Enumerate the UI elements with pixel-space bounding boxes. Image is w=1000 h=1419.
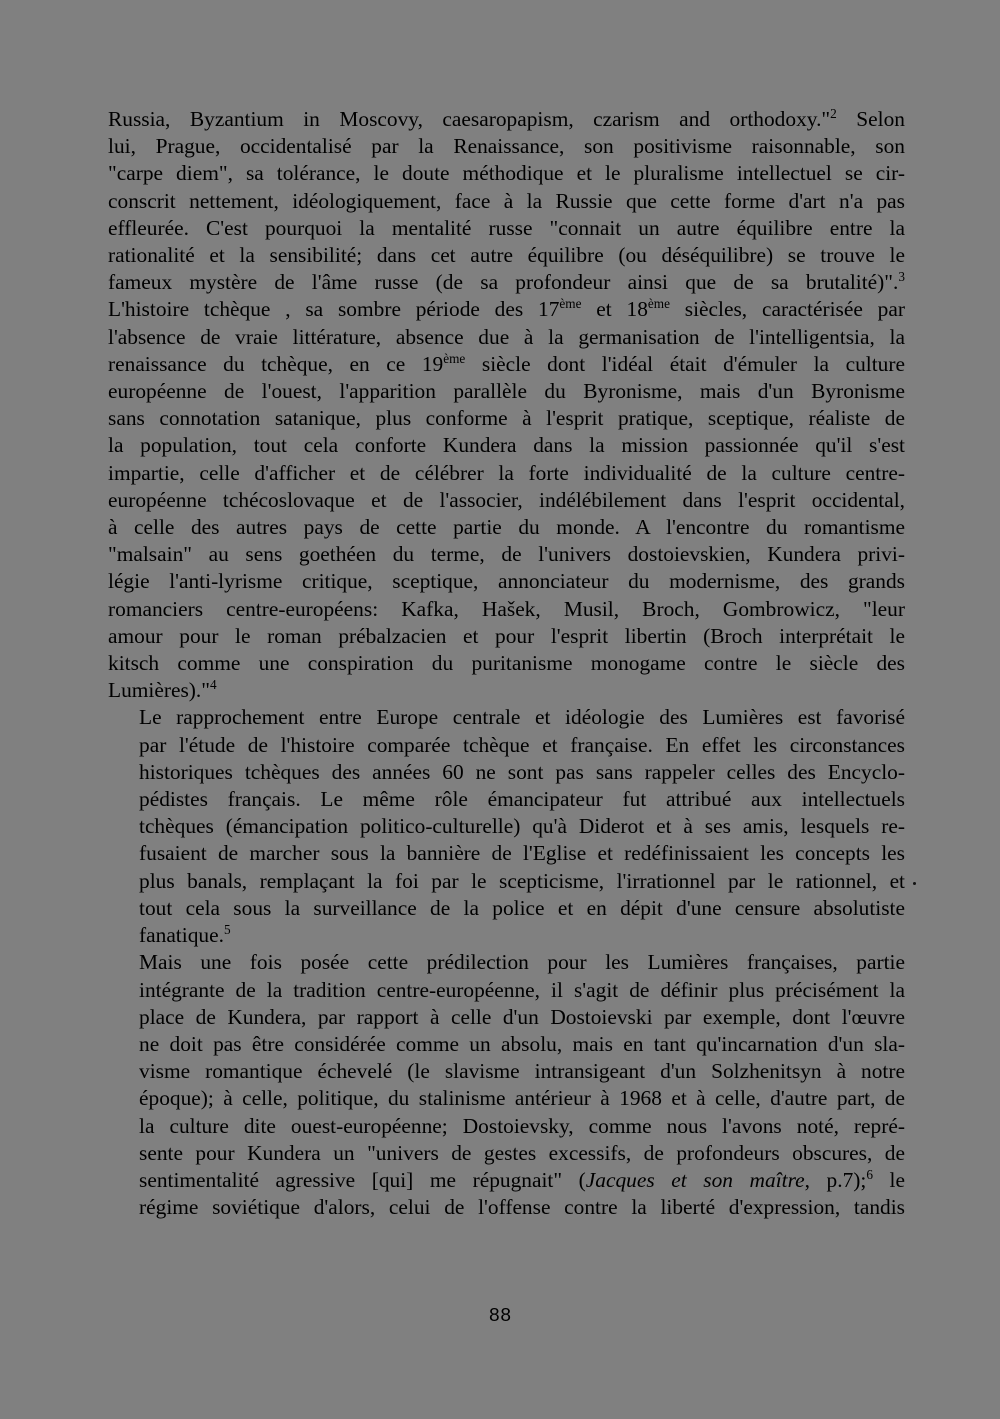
text-line — [108, 1085, 905, 1112]
text-run: légie l'anti-lyrisme critique, sceptique, annonciateur du modernisme, des grands — [108, 569, 905, 594]
text-line — [108, 269, 905, 296]
text-run: lui, Prague, occidentalisé par la Renaissance, son positivisme raisonnable, son — [108, 134, 905, 159]
footnote-marker: ème — [647, 296, 670, 312]
text-line — [108, 160, 905, 187]
text-run: européenne de l'ouest, l'apparition parallèle du Byronisme, mais d'un Byronisme — [108, 379, 905, 404]
text-run: l'absence de vraie littérature, absence due à la germanisation de l'intelligentsia, la — [108, 324, 905, 349]
text-line — [108, 732, 905, 759]
text-line — [108, 460, 905, 487]
footnote-marker: 2 — [830, 106, 837, 122]
text-run: renaissance du tchèque, en ce 19 — [108, 351, 444, 376]
text-run: la population, tout cela conforte Kundera dans la mission passionnée qu'il s'est — [108, 433, 905, 458]
text-run: siècles, caractérisée par — [669, 297, 905, 322]
text-line — [108, 1167, 905, 1194]
text-line — [108, 324, 905, 351]
text-line — [108, 405, 905, 432]
text-line — [108, 1058, 905, 1085]
text-run: L'histoire tchèque , sa sombre période des 17 — [108, 297, 560, 322]
page-number: 88 — [488, 1305, 512, 1327]
text-run: amour pour le roman prébalzacien et pour l'esprit libertin (Broch interprétait le — [108, 623, 905, 648]
text-line — [108, 813, 905, 840]
text-run: effleurée. C'est pourquoi la mentalité russe "connait un autre équilibre entre la — [108, 215, 905, 240]
text-run: tout cela sous la surveillance de la police et en dépit d'une censure absolutiste — [139, 895, 905, 920]
text-run: la culture dite ouest-européenne; Dostoievsky, comme nous l'avons noté, repré- — [139, 1113, 905, 1138]
text-line — [108, 242, 905, 269]
text-line — [108, 378, 905, 405]
text-line — [108, 215, 905, 242]
text-line — [108, 949, 905, 976]
margin-speck — [913, 882, 916, 885]
text-line — [108, 922, 905, 949]
text-run: Selon — [836, 107, 905, 131]
text-run: "carpe diem", sa tolérance, le doute méthodique et le pluralisme intellectuel se cir- — [108, 161, 905, 186]
text-line — [108, 786, 905, 813]
footnote-marker: 3 — [898, 269, 905, 285]
text-line — [108, 568, 905, 595]
text-run: et 18 — [581, 297, 648, 322]
text-run: intégrante de la tradition centre-européenne, il s'agit de définir plus précisément la — [139, 977, 905, 1002]
footnote-marker: 4 — [209, 677, 217, 693]
footnote-marker: 6 — [866, 1166, 873, 1182]
text-run: Lumières)." — [108, 678, 210, 703]
text-run: romanciers centre-européens: Kafka, Hašek, Musil, Broch, Gombrowicz, "leur — [108, 596, 905, 621]
text-line — [108, 1113, 905, 1140]
text-run: fusaient de marcher sous la bannière de l'Eglise et redéfinissaient les concepts les — [139, 841, 905, 866]
text-run: place de Kundera, par rapport à celle d'un Dostoievski par exemple, dont l'œuvre — [139, 1004, 905, 1029]
text-line — [108, 1194, 905, 1221]
text-run: fameux mystère de l'âme russe (de sa profondeur ainsi que de sa brutalité)". — [108, 270, 899, 295]
text-line — [108, 650, 905, 677]
text-run: conscrit nettement, idéologiquement, face à la Russie que cette forme d'art n'a pas — [108, 188, 905, 213]
footnote-marker: 5 — [223, 922, 231, 938]
text-run: régime soviétique d'alors, celui de l'offense contre la liberté d'expression, tandis — [139, 1195, 905, 1220]
text-run: tchèques (émancipation politico-culturelle) qu'à Diderot et à ses amis, lesquels re- — [139, 814, 905, 839]
text-run: Mais une fois posée cette prédilection pour les Lumières françaises, partie — [139, 950, 905, 975]
text-run: plus banals, remplaçant la foi par le scepticisme, l'irrationnel par le rationnel, et — [139, 868, 905, 893]
page-body-text — [108, 106, 905, 1221]
text-line — [108, 351, 905, 378]
footnote-marker: ème — [559, 296, 582, 312]
text-run: à celle des autres pays de cette partie du monde. A l'encontre du romantisme — [108, 515, 905, 540]
text-line — [108, 759, 905, 786]
text-line — [108, 1004, 905, 1031]
text-line — [108, 840, 905, 867]
text-run: , p.7); — [804, 1167, 867, 1192]
paragraph-p3 — [108, 949, 905, 1221]
text-run: européenne tchécoslovaque et de l'associer, indélébilement dans l'esprit occidental, — [108, 487, 905, 512]
text-line — [108, 133, 905, 160]
text-line — [108, 106, 905, 133]
text-run: sente pour Kundera un "univers de gestes excessifs, de profondeurs obscures, de — [139, 1140, 905, 1165]
text-line — [108, 677, 905, 704]
text-line — [108, 868, 905, 895]
text-line — [108, 623, 905, 650]
text-line — [108, 487, 905, 514]
text-run: pédistes français. Le même rôle émancipateur fut attribué aux intellectuels — [139, 787, 905, 812]
text-line — [108, 514, 905, 541]
text-run: sans connotation satanique, plus conforme à l'esprit pratique, sceptique, réaliste de — [108, 406, 905, 431]
text-run: fanatique. — [139, 923, 224, 948]
text-run: Russia, Byzantium in Moscovy, caesaropapism, czarism and orthodoxy." — [108, 107, 831, 131]
text-run: par l'étude de l'histoire comparée tchèque et française. En effet les circonstances — [139, 732, 905, 757]
text-line — [108, 1140, 905, 1167]
text-line — [108, 977, 905, 1004]
text-line — [108, 296, 905, 323]
text-line — [108, 704, 905, 731]
italic-title: Jacques et son maître — [585, 1167, 805, 1192]
text-line — [108, 541, 905, 568]
text-line — [108, 895, 905, 922]
text-run: historiques tchèques des années 60 ne sont pas sans rappeler celles des Encyclo- — [139, 759, 905, 784]
text-run: visme romantique échevelé (le slavisme intransigeant d'un Solzhenitsyn à notre — [139, 1059, 905, 1084]
text-run: époque); à celle, politique, du stalinisme antérieur à 1968 et à celle, d'autre part, de — [139, 1086, 905, 1111]
text-line — [108, 1031, 905, 1058]
text-run: siècle dont l'idéal était d'émuler la culture — [465, 351, 905, 376]
paragraph-p1 — [108, 106, 905, 704]
text-run: sentimentalité agressive [qui] me répugnait" ( — [139, 1167, 586, 1192]
paragraph-p2 — [108, 704, 905, 949]
text-line — [108, 596, 905, 623]
text-run: le — [872, 1167, 905, 1192]
text-run: impartie, celle d'afficher et de célébrer la forte individualité de la culture centre- — [108, 460, 905, 485]
text-run: Le rapprochement entre Europe centrale et idéologie des Lumières est favorisé — [139, 705, 905, 730]
footnote-marker: ème — [443, 350, 466, 366]
text-run: "malsain" au sens goethéen du terme, de l'univers dostoievskien, Kundera privi- — [108, 542, 905, 567]
text-line — [108, 432, 905, 459]
text-line — [108, 188, 905, 215]
text-run: rationalité et la sensibilité; dans cet autre équilibre (ou déséquilibre) se trouve le — [108, 243, 905, 268]
text-run: kitsch comme une conspiration du puritanisme monogame contre le siècle des — [108, 651, 905, 676]
text-run: ne doit pas être considérée comme un absolu, mais en tant qu'incarnation d'un sla- — [139, 1031, 905, 1056]
